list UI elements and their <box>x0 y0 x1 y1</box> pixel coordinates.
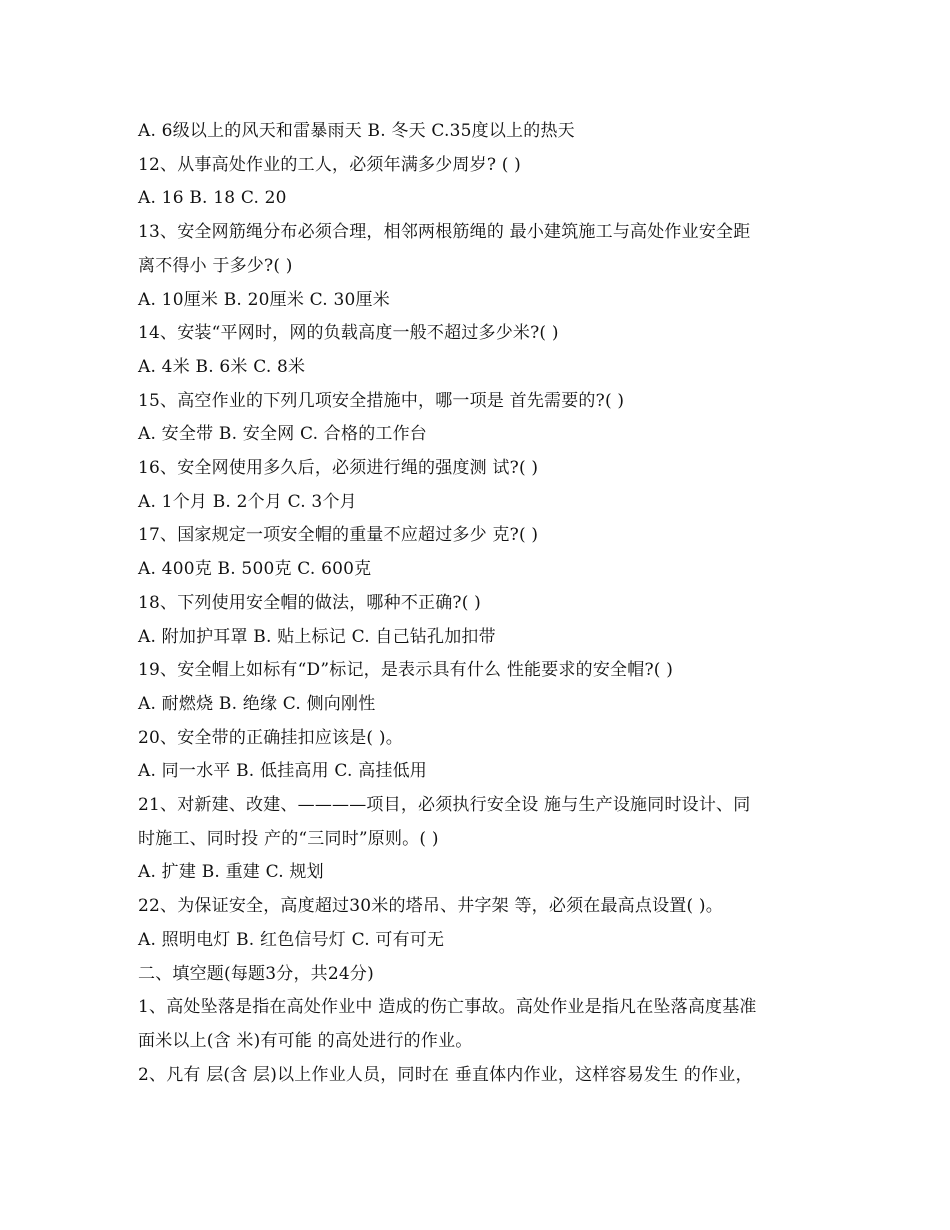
question-12: 12、从事高处作业的工人，必须年满多少周岁? ( ) <box>138 154 522 175</box>
fill-in-question-2-part1: 2、凡有 层(含 层)以上作业人员，同时在 垂直体内作业，这样容易发生 的作业， <box>138 1064 753 1085</box>
option-line-q18: A. 附加护耳罩 B. 贴上标记 C. 自己钻孔加扣带 <box>138 626 496 647</box>
document-body <box>138 115 818 1092</box>
question-16: 16、安全网使用多久后，必须进行绳的强度测 试?( ) <box>138 458 539 479</box>
option-line-q14: A. 4米 B. 6米 C. 8米 <box>138 356 306 377</box>
option-line-q16: A. 1个月 B. 2个月 C. 3个月 <box>138 491 357 512</box>
question-13-part1: 13、安全网筋绳分布必须合理，相邻两根筋绳的 最小建筑施工与高处作业安全距 <box>138 222 751 243</box>
option-line-q20: A. 同一水平 B. 低挂高用 C. 高挂低用 <box>138 761 428 782</box>
question-13-part2: 离不得小 于多少?( ) <box>138 255 293 276</box>
option-line-q13: A. 10厘米 B. 20厘米 C. 30厘米 <box>138 289 390 310</box>
question-22: 22、为保证安全，高度超过30米的塔吊、井字架 等，必须在最高点设置( )。 <box>138 896 723 917</box>
option-line-q11: A. 6级以上的风天和雷暴雨天 B. 冬天 C.35度以上的热天 <box>138 121 575 141</box>
question-21-part1: 21、对新建、改建、————项目，必须执行安全设 施与生产设施同时设计、同 <box>138 795 751 816</box>
section-heading-fill-in: 二、填空题(每题3分，共24分) <box>138 963 374 984</box>
fill-in-question-1-part1: 1、高处坠落是指在高处作业中 造成的伤亡事故。高处作业是指凡在坠落高度基准 <box>138 997 757 1018</box>
option-line-q21: A. 扩建 B. 重建 C. 规划 <box>138 862 324 883</box>
question-20: 20、安全带的正确挂扣应该是( )。 <box>138 727 403 748</box>
option-line-q17: A. 400克 B. 500克 C. 600克 <box>138 559 372 580</box>
question-14: 14、安装“平网时，网的负载高度一般不超过多少米?( ) <box>138 323 559 344</box>
question-19: 19、安全帽上如标有“D”标记，是表示具有什么 性能要求的安全帽?( ) <box>138 660 674 681</box>
option-line-q19: A. 耐燃烧 B. 绝缘 C. 侧向刚性 <box>138 693 376 714</box>
option-line-q12: A. 16 B. 18 C. 20 <box>138 188 287 209</box>
option-line-q22: A. 照明电灯 B. 红色信号灯 C. 可有可无 <box>138 929 445 950</box>
question-21-part2: 时施工、同时投 产的“三同时”原则。( ) <box>138 828 439 849</box>
option-line-q15: A. 安全带 B. 安全网 C. 合格的工作台 <box>138 424 428 445</box>
question-18: 18、下列使用安全帽的做法，哪种不正确?( ) <box>138 592 482 613</box>
question-17: 17、国家规定一项安全帽的重量不应超过多少 克?( ) <box>138 525 539 546</box>
fill-in-question-1-part2: 面米以上(含 米)有可能 的高处进行的作业。 <box>138 1030 473 1051</box>
question-15: 15、高空作业的下列几项安全措施中，哪一项是 首先需要的?( ) <box>138 390 625 411</box>
